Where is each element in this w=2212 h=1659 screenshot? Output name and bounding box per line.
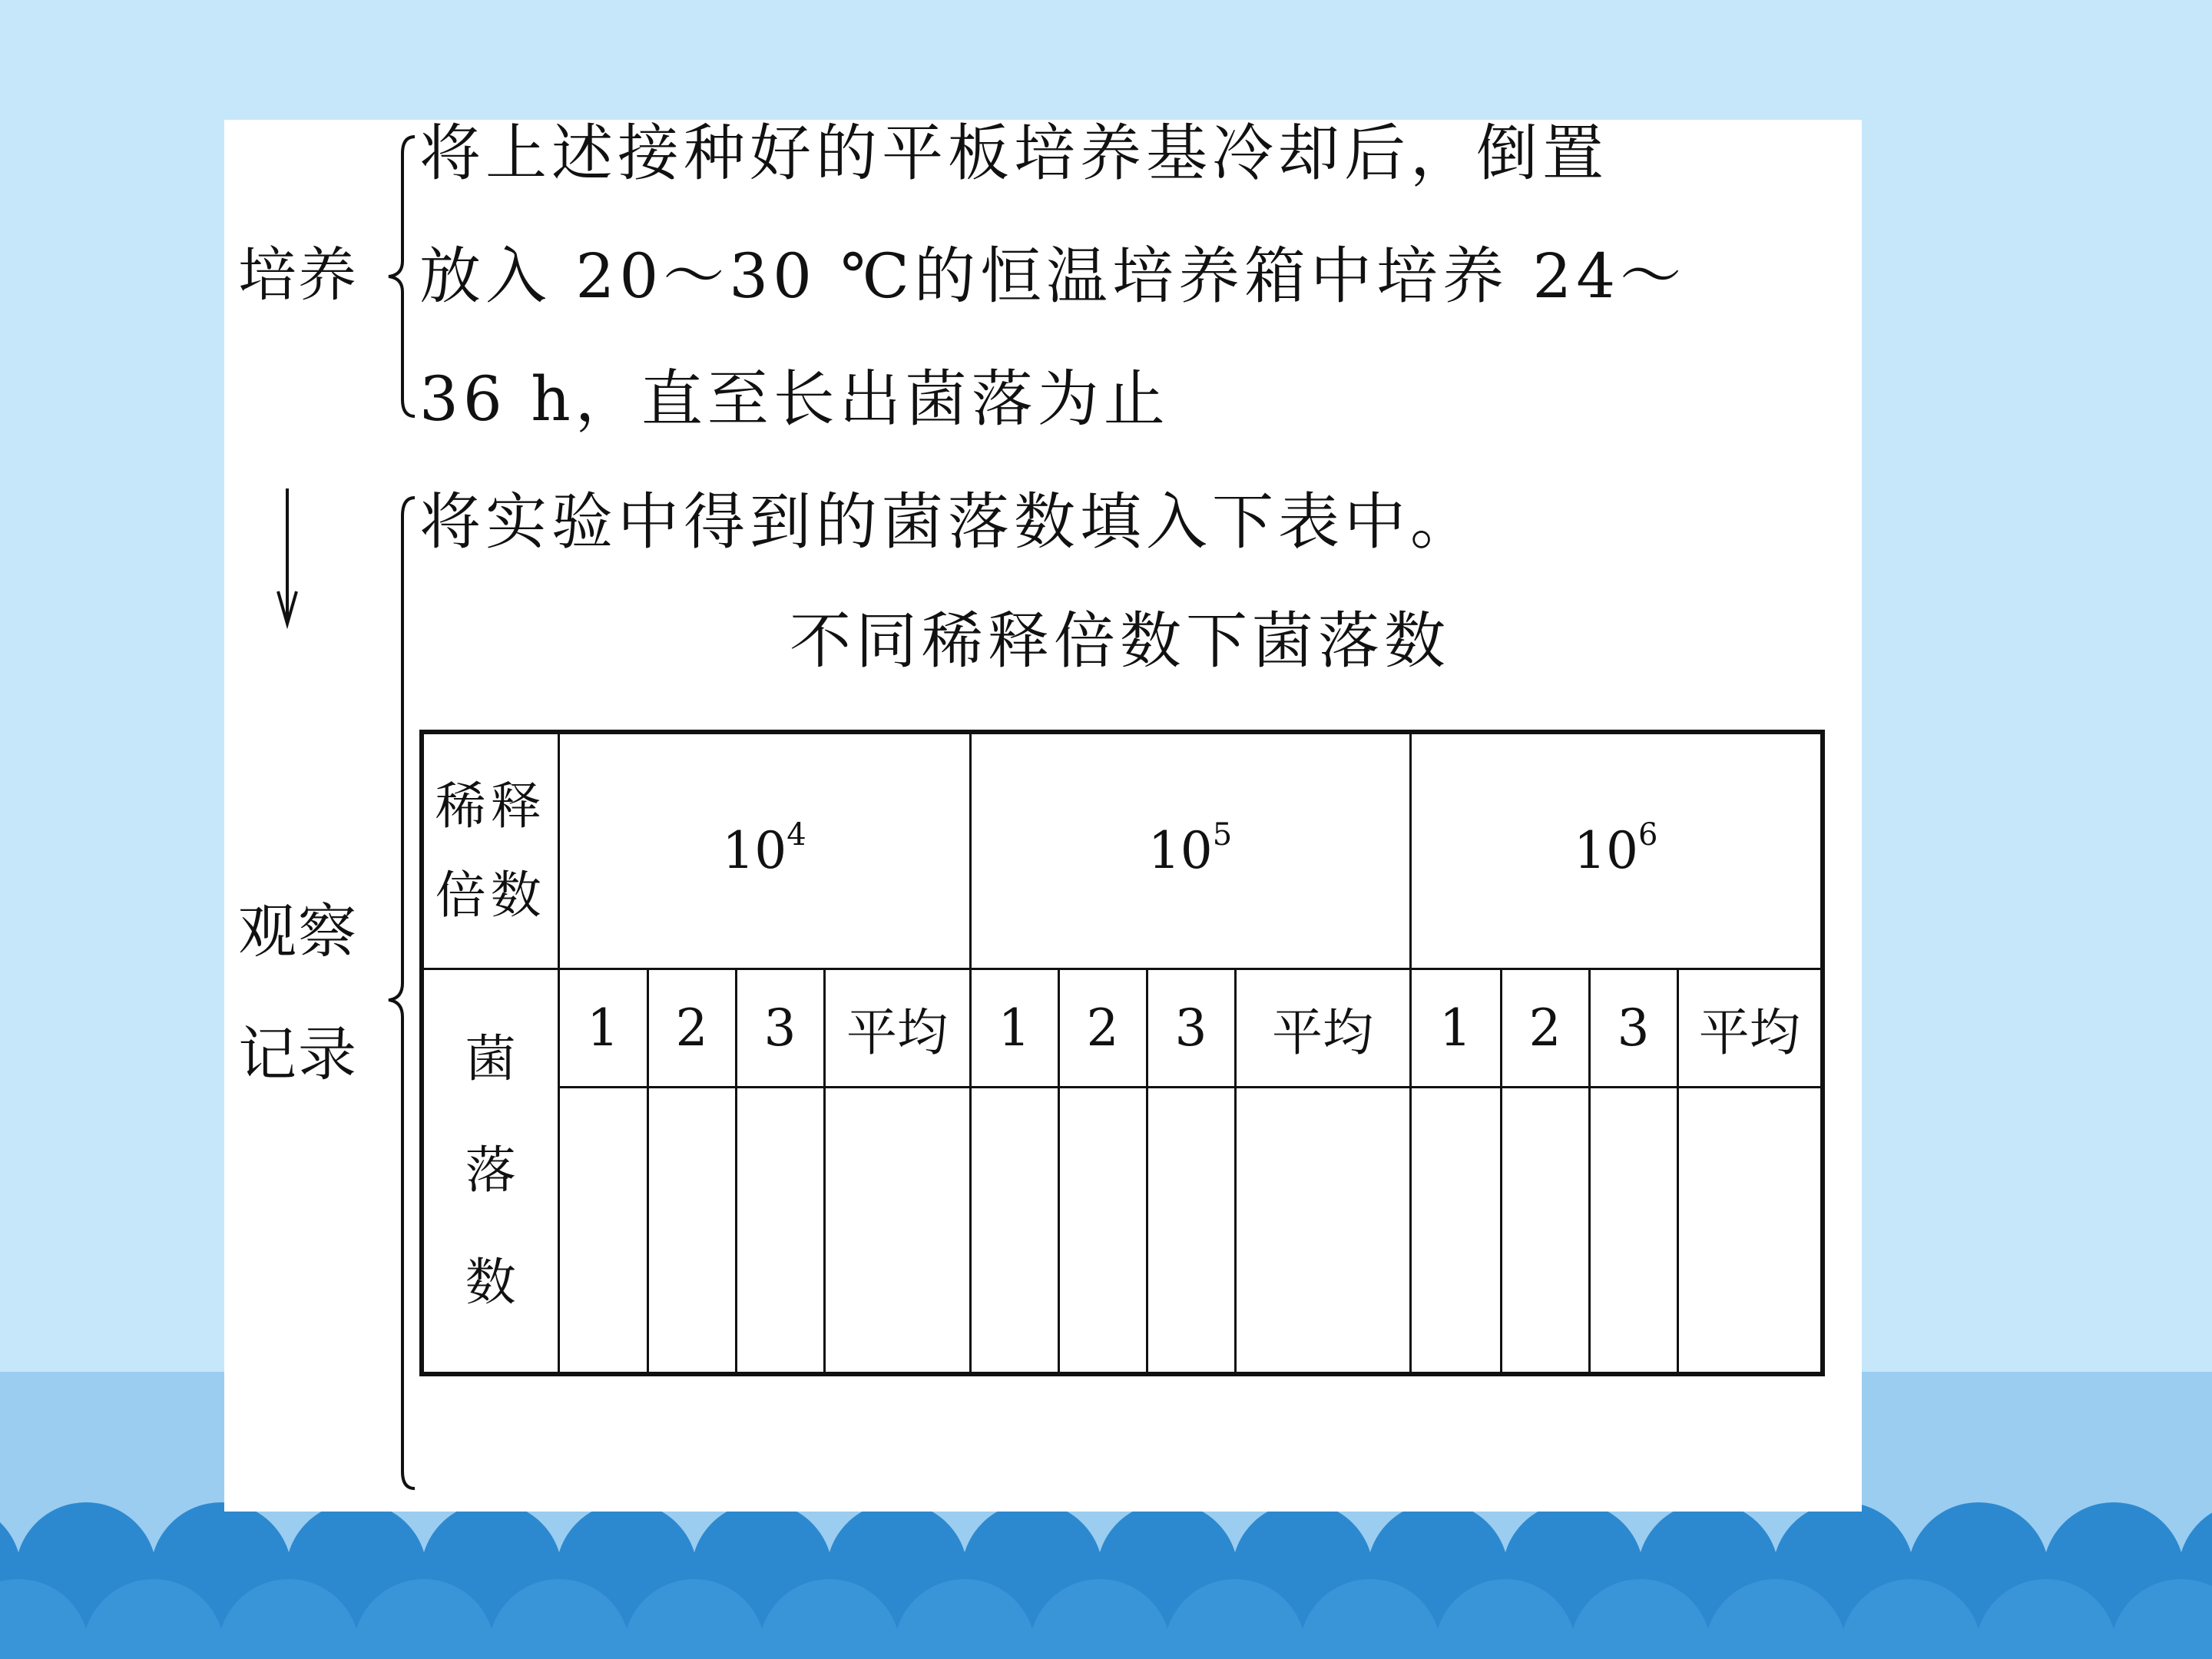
data-cell[interactable] [647, 1087, 736, 1374]
culture-line-1: 将上述接种好的平板培养基冷却后，倒置 [419, 118, 1608, 189]
table-header-row [422, 732, 1823, 969]
sub-1-3: 3 [736, 969, 824, 1087]
dilution-header-3: $10^6$ [1410, 732, 1823, 969]
corner-label-2: 倍数 [435, 865, 546, 925]
table-subheader-row [422, 969, 1823, 1087]
sub-2-2: 2 [1058, 969, 1147, 1087]
sub-1-avg: 平均 [824, 969, 970, 1087]
data-cell[interactable] [1235, 1087, 1410, 1374]
sub-2-avg: 平均 [1235, 969, 1410, 1087]
sub-2-1: 1 [970, 969, 1058, 1087]
row-label-char-3: 数 [465, 1253, 516, 1313]
data-cell[interactable] [1501, 1087, 1589, 1374]
culture-line-2: 放入 20～30 ℃的恒温培养箱中培养 24～ [419, 240, 1687, 312]
dilution-header-2: $10^5$ [970, 732, 1410, 969]
table-caption: 不同稀释倍数下菌落数 [790, 605, 1450, 677]
data-cell[interactable] [1058, 1087, 1147, 1374]
sub-3-avg: 平均 [1677, 969, 1823, 1087]
data-cell[interactable] [1147, 1087, 1235, 1374]
table-data-row [422, 1087, 1823, 1374]
sub-2-3: 3 [1147, 969, 1235, 1087]
observe-label-1: 观察 [238, 897, 358, 965]
data-cell[interactable] [1677, 1087, 1823, 1374]
colony-count-table [419, 730, 1825, 1376]
observe-label-2: 记录 [238, 1020, 358, 1088]
sub-3-2: 2 [1501, 969, 1589, 1087]
row-label-char-1: 菌 [465, 1028, 516, 1088]
corner-cell [422, 732, 558, 969]
sub-3-1: 1 [1410, 969, 1501, 1087]
data-cell[interactable] [824, 1087, 970, 1374]
data-cell[interactable] [970, 1087, 1058, 1374]
row-label-char-2: 落 [465, 1141, 516, 1200]
observe-instruction: 将实验中得到的菌落数填入下表中。 [419, 486, 1476, 558]
sub-1-2: 2 [647, 969, 736, 1087]
data-cell[interactable] [1589, 1087, 1677, 1374]
culture-line-3: 36 h，直至长出菌落为止 [419, 363, 1170, 435]
corner-label-1: 稀释 [435, 776, 546, 836]
data-cell[interactable] [1410, 1087, 1501, 1374]
sub-1-1: 1 [558, 969, 647, 1087]
row-label-cell [422, 969, 558, 1374]
dilution-header-1: $10^4$ [558, 732, 970, 969]
data-cell[interactable] [558, 1087, 647, 1374]
data-cell[interactable] [736, 1087, 824, 1374]
sub-3-3: 3 [1589, 969, 1677, 1087]
culture-label: 培养 [238, 240, 358, 309]
